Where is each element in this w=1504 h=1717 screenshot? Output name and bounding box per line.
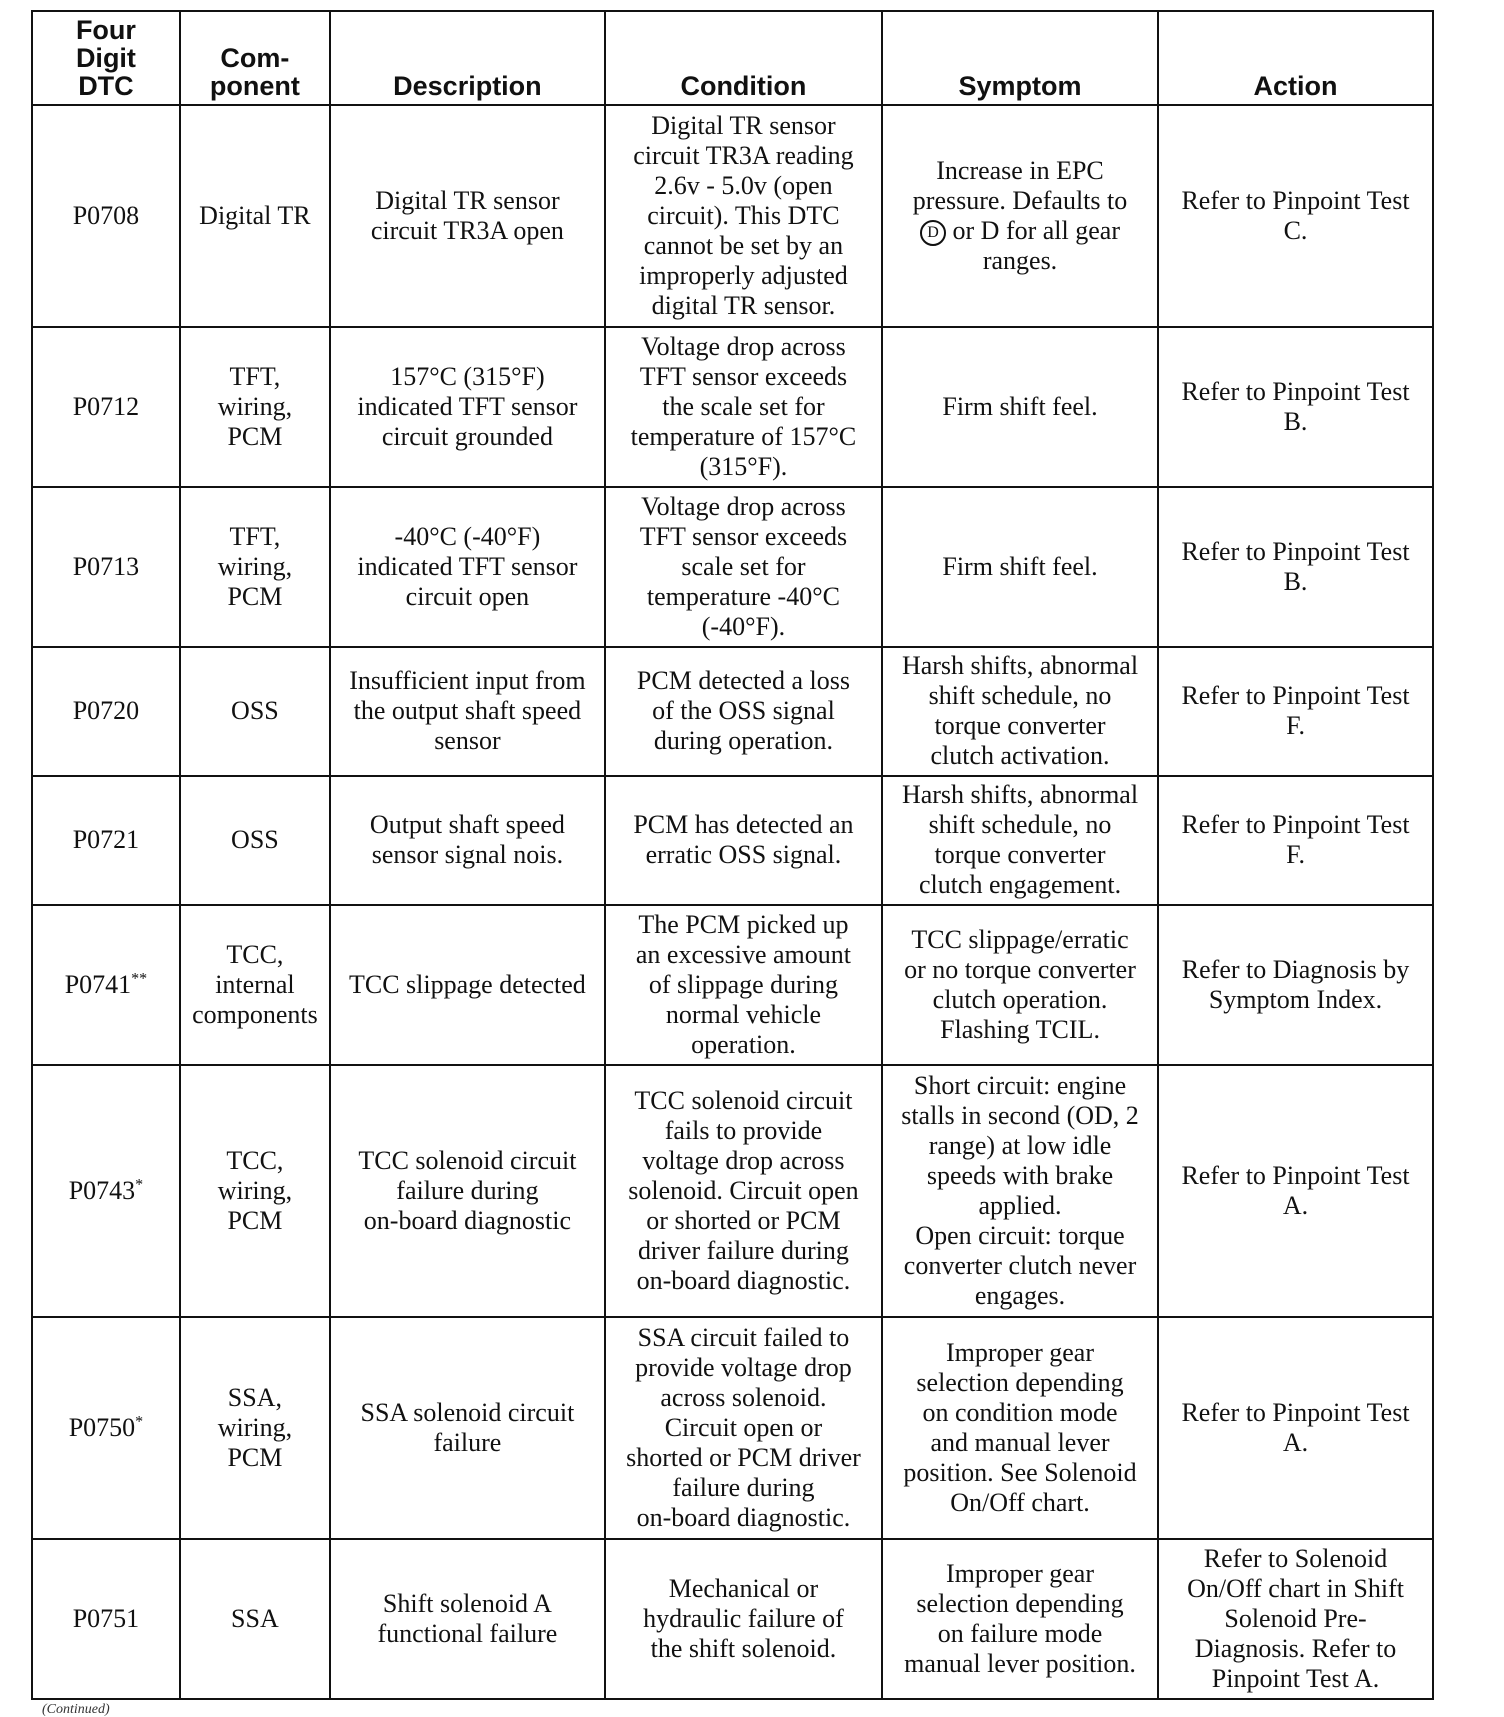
component-cell: Digital TR: [180, 105, 330, 327]
dtc-code: P0712: [72, 391, 140, 421]
component-cell: SSA, wiring, PCM: [180, 1317, 330, 1539]
action-cell: Refer to Diagnosis by Symptom Index.: [1158, 905, 1433, 1065]
dtc-cell: [32, 1539, 180, 1699]
dtc-cell: [32, 487, 180, 647]
condition-cell: Digital TR sensor circuit TR3A reading 2.6v - 5.0v (open circuit). This DTC cannot be set by an improperly adjusted digital TR sensor.: [605, 105, 882, 327]
symptom-cell: Harsh shifts, abnormal shift schedule, no torque converter clutch engagement.: [882, 776, 1158, 905]
continued-note: (Continued): [42, 1702, 110, 1717]
symptom-cell: Improper gear selection depending on condition mode and manual lever position. See Solenoid On/Off chart.: [882, 1317, 1158, 1539]
table-row: [32, 487, 1433, 647]
condition-cell: SSA circuit failed to provide voltage drop across solenoid. Circuit open or shorted or PCM driver failure during on-board diagnostic.: [605, 1317, 882, 1539]
table-row: [32, 1539, 1433, 1699]
footnote-mark: *: [135, 1176, 144, 1194]
header-action: Action: [1158, 11, 1433, 105]
description-cell: TCC slippage detected: [330, 905, 605, 1065]
symptom-text: or D for all gear ranges.: [952, 215, 1120, 275]
action-cell: Refer to Pinpoint Test F.: [1158, 776, 1433, 905]
dtc-cell: [32, 776, 180, 905]
dtc-code: P0721: [72, 825, 140, 855]
table-row: [32, 1317, 1433, 1539]
description-cell: TCC solenoid circuit failure during on-board diagnostic: [330, 1065, 605, 1317]
symptom-text: Increase in EPC pressure. Defaults to: [912, 155, 1128, 215]
dtc-code: P0751: [72, 1603, 140, 1633]
header-condition: Condition: [605, 11, 882, 105]
dtc-cell: [32, 105, 180, 327]
component-cell: TFT, wiring, PCM: [180, 327, 330, 487]
action-cell: Refer to Pinpoint Test B.: [1158, 487, 1433, 647]
description-cell: Digital TR sensor circuit TR3A open: [330, 105, 605, 327]
dtc-code: P0720: [72, 696, 140, 726]
symptom-cell: Short circuit: engine stalls in second (OD, 2 range) at low idle speeds with brake applied. Open circuit: torque converter clutch never engages.: [882, 1065, 1158, 1317]
condition-cell: Voltage drop across TFT sensor exceeds the scale set for temperature of 157°C (315°F).: [605, 327, 882, 487]
description-cell: SSA solenoid circuit failure: [330, 1317, 605, 1539]
description-cell: -40°C (-40°F) indicated TFT sensor circuit open: [330, 487, 605, 647]
component-cell: TCC, wiring, PCM: [180, 1065, 330, 1317]
symptom-cell: Firm shift feel.: [882, 487, 1158, 647]
header-symptom: Symptom: [882, 11, 1158, 105]
header-dtc: Four Digit DTC: [32, 11, 180, 105]
dtc-cell: [32, 647, 180, 776]
symptom-cell: TCC slippage/erratic or no torque converter clutch operation. Flashing TCIL.: [882, 905, 1158, 1065]
component-cell: TFT, wiring, PCM: [180, 487, 330, 647]
dtc-cell: [32, 1317, 180, 1539]
dtc-code: P0741: [64, 970, 132, 1000]
dtc-cell: [32, 1065, 180, 1317]
action-cell: Refer to Pinpoint Test F.: [1158, 647, 1433, 776]
condition-cell: TCC solenoid circuit fails to provide voltage drop across solenoid. Circuit open or shorted or PCM driver failure during on-board diagnostic.: [605, 1065, 882, 1317]
action-cell: Refer to Solenoid On/Off chart in Shift Solenoid Pre- Diagnosis. Refer to Pinpoint Test A.: [1158, 1539, 1433, 1699]
dtc-code: P0750: [68, 1413, 136, 1443]
symptom-cell: Improper gear selection depending on failure mode manual lever position.: [882, 1539, 1158, 1699]
component-cell: TCC, internal components: [180, 905, 330, 1065]
footnote-mark: **: [131, 970, 148, 988]
dtc-code: P0708: [72, 200, 140, 230]
dtc-cell: [32, 327, 180, 487]
table-row: [32, 776, 1433, 905]
dtc-table: [31, 10, 1434, 1700]
header-row: [32, 11, 1433, 105]
action-cell: Refer to Pinpoint Test B.: [1158, 327, 1433, 487]
description-cell: Shift solenoid A functional failure: [330, 1539, 605, 1699]
header-description: Description: [330, 11, 605, 105]
condition-cell: The PCM picked up an excessive amount of slippage during normal vehicle operation.: [605, 905, 882, 1065]
symptom-cell: Firm shift feel.: [882, 327, 1158, 487]
table-row: [32, 647, 1433, 776]
description-cell: Insufficient input from the output shaft speed sensor: [330, 647, 605, 776]
description-cell: Output shaft speed sensor signal nois.: [330, 776, 605, 905]
dtc-cell: [32, 905, 180, 1065]
condition-cell: Mechanical or hydraulic failure of the shift solenoid.: [605, 1539, 882, 1699]
condition-cell: PCM detected a loss of the OSS signal during operation.: [605, 647, 882, 776]
symptom-cell: Harsh shifts, abnormal shift schedule, no torque converter clutch activation.: [882, 647, 1158, 776]
table-row: [32, 905, 1433, 1065]
action-cell: Refer to Pinpoint Test C.: [1158, 105, 1433, 327]
condition-cell: PCM has detected an erratic OSS signal.: [605, 776, 882, 905]
header-component: Com- ponent: [180, 11, 330, 105]
dtc-code: P0713: [72, 551, 140, 581]
component-cell: SSA: [180, 1539, 330, 1699]
footnote-mark: *: [135, 1413, 144, 1431]
component-cell: OSS: [180, 776, 330, 905]
circled-d-symbol: D: [920, 220, 946, 246]
dtc-code: P0743: [68, 1176, 136, 1206]
description-cell: 157°C (315°F) indicated TFT sensor circuit grounded: [330, 327, 605, 487]
action-cell: Refer to Pinpoint Test A.: [1158, 1065, 1433, 1317]
table-row: [32, 327, 1433, 487]
table-row: [32, 105, 1433, 327]
action-cell: Refer to Pinpoint Test A.: [1158, 1317, 1433, 1539]
table-row: [32, 1065, 1433, 1317]
component-cell: OSS: [180, 647, 330, 776]
condition-cell: Voltage drop across TFT sensor exceeds scale set for temperature -40°C (-40°F).: [605, 487, 882, 647]
symptom-cell: [882, 105, 1158, 327]
